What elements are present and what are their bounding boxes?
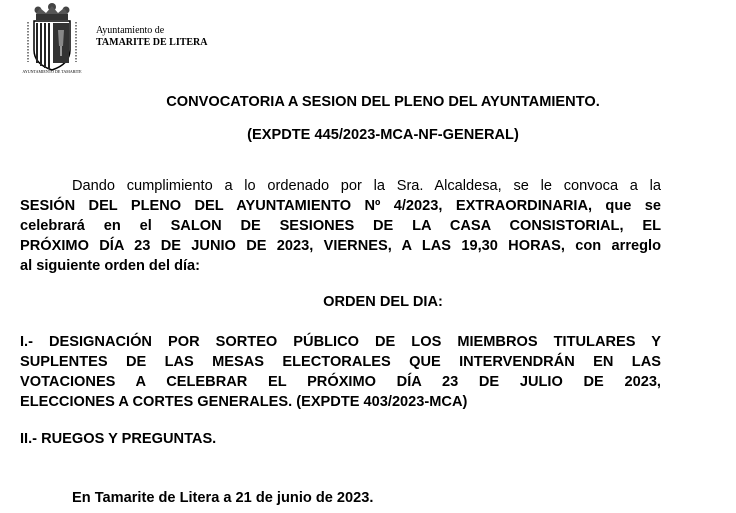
crown-icon — [35, 3, 70, 20]
paragraph-line-3: celebrará en el SALON DE SESIONES DE LA CASA CONSISTORIAL, EL — [20, 218, 661, 234]
document-title: CONVOCATORIA A SESION DEL PLENO DEL AYUNTAMIENTO. — [166, 94, 600, 110]
shield-icon — [34, 21, 70, 70]
svg-text:AYUNTAMIENTO DE TAMARITE: AYUNTAMIENTO DE TAMARITE — [22, 69, 82, 74]
org-line-2: TAMARITE DE LITERA — [96, 37, 208, 48]
organization-name — [96, 25, 208, 49]
convocation-paragraph — [20, 176, 661, 276]
agenda-item-2: II.- RUEGOS Y PREGUNTAS. — [20, 431, 217, 447]
paragraph-line-4: PRÓXIMO DÍA 23 DE JUNIO DE 2023, VIERNES, A LAS 19,30 HORAS, con arreglo — [20, 238, 661, 254]
agenda-heading: ORDEN DEL DIA: — [323, 294, 443, 310]
agenda-item-1-line-4: ELECCIONES A CORTES GENERALES. (EXPDTE 403/2023-MCA) — [20, 394, 468, 410]
paragraph-line-5: al siguiente orden del día: — [20, 258, 201, 274]
municipal-seal — [22, 2, 82, 74]
closing-date-line: En Tamarite de Litera a 21 de junio de 2023. — [72, 490, 374, 506]
agenda-item-1-line-2: SUPLENTES DE LAS MESAS ELECTORALES QUE INTERVENDRÁN EN LAS — [20, 354, 661, 370]
expediente-number: (EXPDTE 445/2023-MCA-NF-GENERAL) — [247, 127, 519, 143]
agenda-item-1-line-3: VOTACIONES A CELEBRAR EL PRÓXIMO DÍA 23 DE JULIO DE 2023, — [20, 374, 661, 390]
paragraph-line-2: SESIÓN DEL PLENO DEL AYUNTAMIENTO Nº 4/2023, EXTRAORDINARIA, que se — [20, 198, 661, 214]
paragraph-line-1: Dando cumplimiento a lo ordenado por la Sra. Alcaldesa, se le convoca a la — [72, 178, 661, 194]
agenda-item-1-line-1: I.- DESIGNACIÓN POR SORTEO PÚBLICO DE LOS MIEMBROS TITULARES Y — [20, 334, 661, 350]
agenda-item-1 — [20, 332, 661, 412]
org-line-1: Ayuntamiento de — [96, 25, 165, 36]
